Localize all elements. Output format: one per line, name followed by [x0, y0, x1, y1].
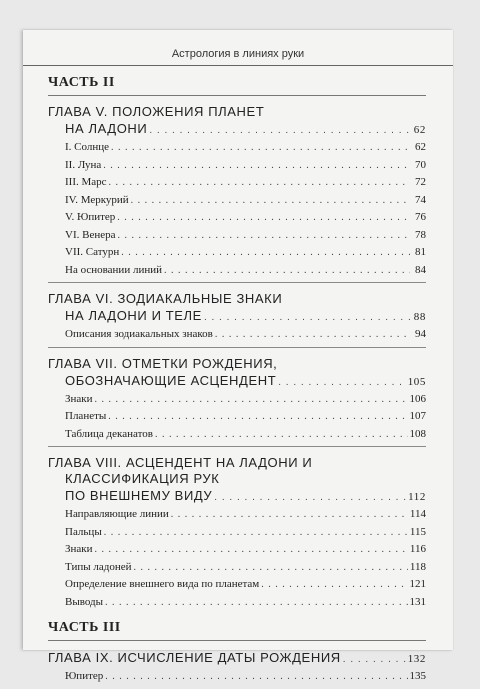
toc-item-title: Планеты	[65, 410, 107, 422]
chapter-title-line: ГЛАВА VII. ОТМЕТКИ РОЖДЕНИЯ,	[48, 355, 278, 371]
leader-dots	[171, 507, 408, 524]
chapter-items	[48, 668, 426, 689]
toc-item	[65, 174, 426, 192]
toc-item-title: Типы ладоней	[65, 560, 132, 573]
chapter-title	[48, 455, 426, 487]
toc-item-title: Знаки	[65, 543, 93, 555]
chapter-entry	[48, 356, 426, 448]
leader-dots	[164, 263, 410, 280]
toc-item	[65, 559, 426, 577]
chapter-title-row	[48, 649, 426, 668]
page-number: 115	[409, 525, 426, 538]
leader-dots	[131, 193, 410, 210]
toc-item-title: IV. Меркурий	[65, 193, 129, 206]
toc-item-title: Выводы	[65, 595, 104, 608]
toc-item-title: Знаки	[65, 392, 93, 405]
toc-item	[65, 227, 426, 245]
toc-item-title: VI. Венера	[65, 228, 116, 241]
chapter-items	[48, 391, 426, 448]
page-number: 121	[409, 578, 426, 590]
leader-dots	[204, 309, 410, 326]
leader-dots	[155, 427, 408, 444]
chapter-title-row	[48, 372, 426, 391]
leader-dots	[117, 228, 410, 245]
toc-item	[65, 506, 426, 524]
part-heading: ЧАСТЬ III	[48, 620, 426, 641]
leader-dots	[105, 669, 407, 686]
chapter-title-cont: ОБОЗНАЧАЮЩИЕ АСЦЕНДЕНТ	[65, 372, 277, 388]
chapter-title-cont: ГЛАВА IX. ИСЧИСЛЕНИЕ ДАТЫ РОЖДЕНИЯ	[48, 650, 341, 665]
leader-dots	[111, 140, 410, 157]
page-number: 62	[413, 124, 426, 136]
chapter-items	[48, 506, 426, 614]
table-of-contents	[48, 65, 426, 689]
page-number: 105	[407, 375, 426, 388]
toc-item-title: Таблица деканатов	[65, 427, 153, 440]
toc-item	[65, 209, 426, 227]
running-header: Астрология в линиях руки	[23, 30, 453, 66]
toc-item-title: II. Луна	[65, 158, 102, 171]
chapter-entry	[48, 455, 426, 614]
page-number: 62	[415, 141, 426, 153]
page-number: 112	[408, 491, 426, 503]
toc-item	[65, 244, 426, 262]
chapter-title-line: ГЛАВА V. ПОЛОЖЕНИЯ ПЛАНЕТ	[48, 104, 265, 119]
page-number: 81	[415, 246, 426, 258]
page-number: 118	[409, 560, 426, 573]
chapter-items	[48, 326, 426, 348]
chapter-title	[48, 356, 426, 372]
leader-dots	[105, 595, 407, 612]
leader-dots	[215, 327, 410, 344]
toc-item	[65, 326, 426, 344]
toc-item-title: Определение внешнего вида по планетам	[65, 578, 260, 590]
chapter-entry	[48, 291, 426, 348]
toc-item	[65, 192, 426, 210]
page-number: 76	[415, 211, 426, 223]
page-number: 88	[413, 311, 426, 323]
part-heading: ЧАСТЬ II	[48, 75, 426, 96]
page-number: 132	[407, 653, 426, 665]
chapter-title-row	[48, 120, 426, 139]
page-number: 131	[409, 595, 426, 608]
chapter-title-row	[48, 307, 426, 326]
chapter-title-line: КЛАССИФИКАЦИЯ РУК	[65, 471, 220, 486]
chapter-title	[48, 291, 426, 307]
chapter-title-cont: ПО ВНЕШНЕМУ ВИДУ	[65, 488, 213, 503]
page-number: 116	[409, 543, 426, 555]
chapter-title-line: ГЛАВА VI. ЗОДИАКАЛЬНЫЕ ЗНАКИ	[48, 291, 283, 306]
leader-dots	[278, 374, 405, 391]
page-number: 114	[409, 508, 426, 520]
page-number: 107	[409, 410, 426, 422]
toc-item-title: Описания зодиакальных знаков	[65, 328, 213, 340]
toc-item-title: V. Юпитер	[65, 211, 116, 223]
toc-item	[65, 524, 426, 542]
leader-dots	[149, 122, 410, 139]
page-number: 72	[415, 176, 426, 188]
page-number: 135	[409, 670, 426, 682]
leader-dots	[95, 392, 408, 409]
toc-item	[65, 594, 426, 612]
toc-item-title: Юпитер	[65, 670, 104, 682]
chapter-title-row	[48, 487, 426, 506]
toc-item-title: III. Марс	[65, 176, 107, 188]
toc-item-title: I. Солнце	[65, 141, 109, 153]
page-number: 70	[415, 158, 426, 171]
toc-item	[65, 262, 426, 280]
leader-dots	[109, 175, 410, 192]
page-number: 94	[415, 328, 426, 340]
chapter-title-cont: НА ЛАДОНИ И ТЕЛЕ	[65, 308, 202, 323]
toc-item	[65, 157, 426, 175]
page-number: 84	[415, 263, 426, 276]
toc-item-title: Направляющие линии	[65, 508, 169, 520]
toc-item-title: На основании линий	[65, 263, 162, 276]
leader-dots	[133, 560, 407, 577]
leader-dots	[117, 210, 410, 227]
toc-item-title: VII. Сатурн	[65, 246, 120, 258]
leader-dots	[121, 245, 410, 262]
toc-item	[65, 541, 426, 559]
leader-dots	[343, 651, 406, 668]
leader-dots	[261, 577, 407, 594]
leader-dots	[104, 525, 408, 542]
toc-item	[65, 139, 426, 157]
toc-item	[65, 408, 426, 426]
toc-item	[65, 426, 426, 444]
leader-dots	[214, 489, 406, 506]
chapter-title	[48, 104, 426, 120]
leader-dots	[95, 542, 408, 559]
chapter-title-line: ГЛАВА VIII. АСЦЕНДЕНТ НА ЛАДОНИ И	[48, 455, 313, 470]
page-number: 106	[409, 392, 426, 405]
page-number: 108	[409, 427, 426, 440]
toc-item-title: Пальцы	[65, 525, 102, 538]
chapter-items	[48, 139, 426, 283]
chapter-entry	[48, 104, 426, 283]
leader-dots	[103, 158, 410, 175]
toc-item	[65, 668, 426, 686]
chapter-entry	[48, 649, 426, 689]
chapter-title-cont: НА ЛАДОНИ	[65, 121, 148, 136]
page-number: 78	[415, 228, 426, 241]
toc-item	[65, 391, 426, 409]
book-page	[23, 30, 453, 682]
page-number: 74	[415, 193, 426, 206]
toc-item	[65, 576, 426, 594]
leader-dots	[108, 409, 407, 426]
